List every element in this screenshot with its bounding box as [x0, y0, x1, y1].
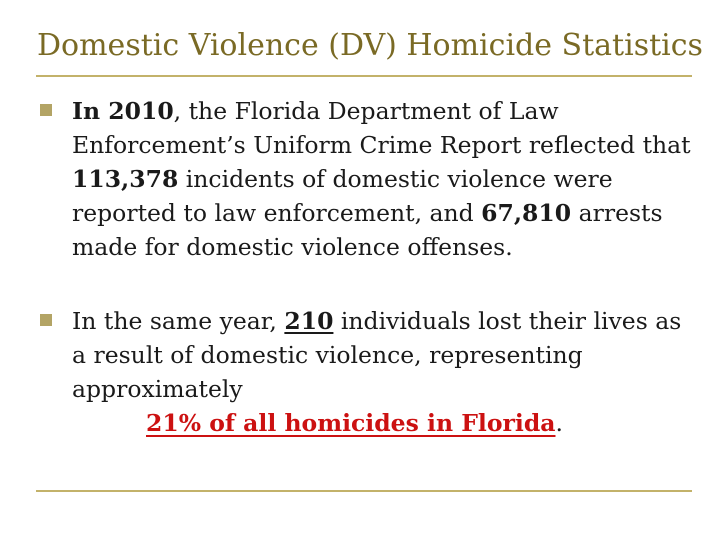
bullet-item-dv-homicides [38, 304, 698, 440]
bullet-text: , the Florida Department of Law Enforcement’s Uniform Crime Report reflected that [72, 97, 691, 159]
top-divider [36, 75, 692, 77]
bullet-list [38, 94, 698, 440]
bullet-text: incidents of domestic violence were reported to law enforcement, and [72, 165, 613, 227]
bullet-text: individuals lost their lives as a result of domestic violence, representing approximately [72, 307, 682, 403]
year-text: In 2010 [72, 97, 174, 125]
square-bullet-icon [40, 314, 52, 326]
homicide-share-highlight: 21% of all homicides in Florida [146, 409, 556, 437]
slide-title: Domestic Violence (DV) Homicide Statistics [37, 28, 703, 63]
bullet-text: In the same year, [72, 307, 285, 335]
arrests-count: 67,810 [481, 199, 572, 227]
bottom-divider [36, 490, 692, 492]
incidents-count: 113,378 [72, 165, 179, 193]
lives-lost-count: 210 [284, 307, 334, 335]
highlight-line [72, 406, 698, 440]
square-bullet-icon [40, 104, 52, 116]
bullet-text: arrests made for domestic violence offenses. [72, 199, 663, 261]
end-punctuation: . [555, 409, 563, 437]
bullet-item-dv-incidents [38, 94, 698, 264]
